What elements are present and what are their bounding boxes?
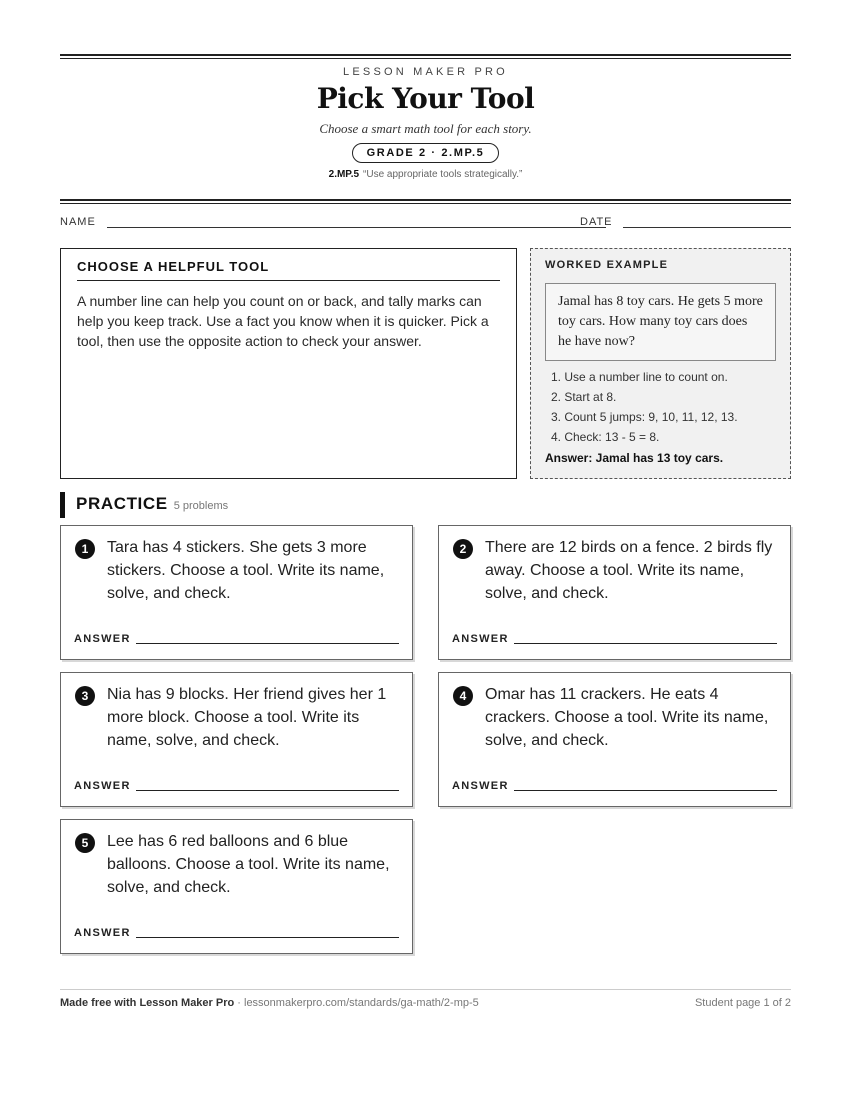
practice-heading	[60, 492, 228, 518]
worked-example-answer: Answer: Jamal has 13 toy cars.	[545, 451, 724, 465]
problem-text: Omar has 11 crackers. He eats 4 crackers. Choose a tool. Write its name, solve, and check.	[485, 686, 769, 749]
problem-card	[60, 672, 413, 807]
answer-field[interactable]	[136, 937, 399, 938]
practice-count: 5 problems	[173, 500, 229, 512]
answer-field[interactable]	[136, 643, 399, 644]
problem-card	[60, 819, 413, 954]
problem-card	[438, 525, 791, 660]
worked-example-steps	[545, 367, 776, 447]
answer-field[interactable]	[514, 643, 777, 644]
answer-row	[452, 780, 777, 794]
answer-label: ANSWER	[74, 633, 131, 645]
name-date-row	[60, 216, 791, 232]
standard-code: 2.MP.5	[328, 169, 360, 180]
header-bottom-rule	[60, 199, 791, 204]
footer-credit: Made free with Lesson Maker Pro	[60, 997, 235, 1009]
page-footer	[60, 989, 791, 1009]
standard-text: “Use appropriate tools strategically.”	[363, 169, 523, 180]
problem-number-badge: 4	[453, 686, 473, 706]
answer-label: ANSWER	[452, 633, 509, 645]
practice-title: PRACTICE	[76, 494, 168, 513]
tool-tip-box	[60, 248, 517, 479]
answer-row	[452, 633, 777, 647]
name-label: NAME	[60, 216, 96, 228]
step-item: 4. Check: 13 - 5 = 8.	[551, 430, 660, 444]
answer-label: ANSWER	[452, 780, 509, 792]
standard-line	[60, 169, 791, 180]
problem-number-badge: 1	[75, 539, 95, 559]
date-field[interactable]	[623, 227, 791, 228]
footer-url[interactable]: · lessonmakerpro.com/standards/ga-math/2-mp-5	[234, 997, 479, 1009]
page-subtitle: Choose a smart math tool for each story.	[319, 121, 532, 136]
problem-number-badge: 5	[75, 833, 95, 853]
worked-example-story: Jamal has 8 toy cars. He gets 5 more toy cars. How many toy cars does he have now?	[545, 283, 776, 361]
grade-badge: GRADE 2 · 2.MP.5	[352, 143, 500, 163]
step-item: 2. Start at 8.	[551, 390, 617, 404]
problem-text: Lee has 6 red balloons and 6 blue balloons. Choose a tool. Write its name, solve, and check.	[107, 833, 390, 896]
answer-field[interactable]	[136, 790, 399, 791]
name-field[interactable]	[107, 227, 606, 228]
worked-example-box	[530, 248, 791, 479]
step-item: 3. Count 5 jumps: 9, 10, 11, 12, 13.	[551, 410, 738, 424]
brand-label: LESSON MAKER PRO	[343, 66, 508, 78]
problem-text: There are 12 birds on a fence. 2 birds fly away. Choose a tool. Write its name, solve, and check.	[485, 539, 773, 602]
problem-number-badge: 2	[453, 539, 473, 559]
answer-row	[74, 633, 399, 647]
date-label: DATE	[580, 216, 613, 228]
answer-label: ANSWER	[74, 780, 131, 792]
tool-tip-body: A number line can help you count on or back, and tally marks can help you keep track. Use a fact you know when it is quicker. Pick a tool, then use the opposite action to check your answer.	[77, 293, 489, 349]
problem-number-badge: 3	[75, 686, 95, 706]
tool-tip-heading: CHOOSE A HELPFUL TOOL	[77, 259, 500, 281]
answer-label: ANSWER	[74, 927, 131, 939]
problem-text: Tara has 4 stickers. She gets 3 more stickers. Choose a tool. Write its name, solve, and check.	[107, 539, 385, 602]
step-item: 1. Use a number line to count on.	[551, 370, 728, 384]
problem-card	[60, 525, 413, 660]
worked-example-heading: WORKED EXAMPLE	[545, 259, 669, 271]
answer-row	[74, 927, 399, 941]
answer-row	[74, 780, 399, 794]
answer-field[interactable]	[514, 790, 777, 791]
problem-text: Nia has 9 blocks. Her friend gives her 1 more block. Choose a tool. Write its name, solve, and check.	[107, 686, 387, 749]
footer-page-number: Student page 1 of 2	[694, 997, 791, 1009]
page-title: Pick Your Tool	[316, 82, 535, 115]
page-header	[60, 58, 791, 180]
problem-card	[438, 672, 791, 807]
